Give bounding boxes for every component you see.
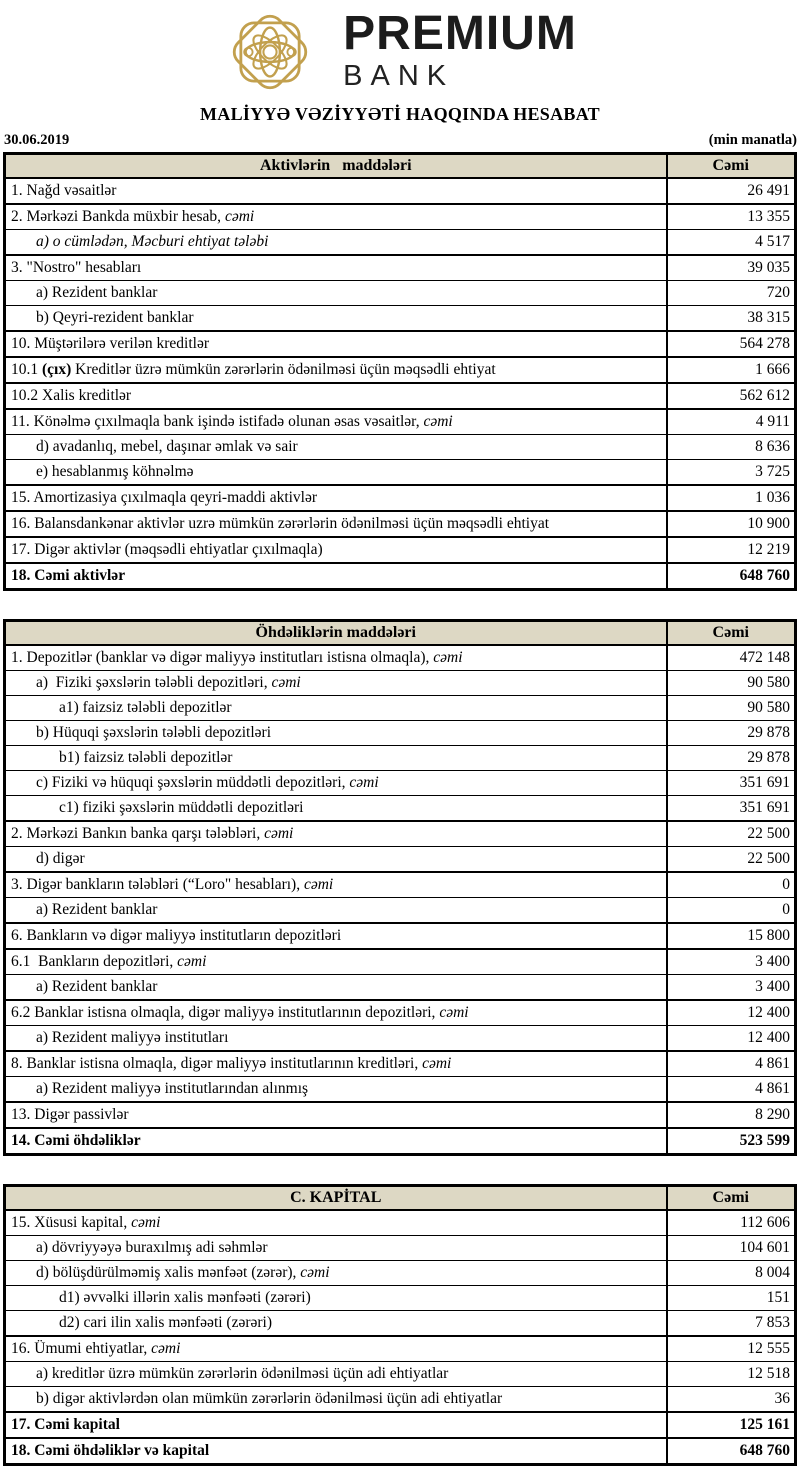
table-row bbox=[5, 511, 796, 537]
row-label: 15. Amortizasiya çıxılmaqla qeyri-maddi aktivlər bbox=[5, 485, 667, 511]
row-value: 104 601 bbox=[667, 1236, 796, 1261]
row-label: 14. Cəmi öhdəliklər bbox=[5, 1128, 667, 1155]
liabilities-table bbox=[3, 619, 797, 1156]
bank-logo bbox=[0, 0, 800, 100]
row-label: a) Rezident banklar bbox=[5, 975, 667, 1001]
row-label: 10.2 Xalis kreditlər bbox=[5, 383, 667, 409]
table-row bbox=[5, 696, 796, 721]
row-label: a) Rezident banklar bbox=[5, 281, 667, 306]
row-value: 8 004 bbox=[667, 1261, 796, 1286]
table-row bbox=[5, 563, 796, 590]
row-value: 112 606 bbox=[667, 1210, 796, 1236]
table-row bbox=[5, 383, 796, 409]
table-row bbox=[5, 975, 796, 1001]
row-label: c1) fiziki şəxslərin müddətli depozitləri bbox=[5, 796, 667, 822]
table-row bbox=[5, 1026, 796, 1052]
row-value: 648 760 bbox=[667, 1438, 796, 1465]
row-value: 562 612 bbox=[667, 383, 796, 409]
row-value: 12 400 bbox=[667, 1026, 796, 1052]
row-label: 17. Cəmi kapital bbox=[5, 1412, 667, 1438]
row-label: 11. Könəlmə çıxılmaqla bank işində istifadə olunan əsas vəsaitlər, cəmi bbox=[5, 409, 667, 435]
table-row bbox=[5, 460, 796, 486]
row-value: 12 555 bbox=[667, 1336, 796, 1362]
table-row bbox=[5, 746, 796, 771]
row-label: 18. Cəmi öhdəliklər və kapital bbox=[5, 1438, 667, 1465]
row-value: 4 861 bbox=[667, 1051, 796, 1077]
row-label: b) digər aktivlərdən olan mümkün zərərlərin ödənilməsi üçün adi ehtiyatlar bbox=[5, 1387, 667, 1413]
table-row bbox=[5, 230, 796, 256]
assets-table bbox=[3, 152, 797, 591]
row-label: 6. Bankların və digər maliyyə institutların depozitləri bbox=[5, 923, 667, 949]
row-label: 2. Mərkəzi Bankda müxbir hesab, cəmi bbox=[5, 204, 667, 230]
brand-wordmark bbox=[343, 7, 577, 93]
row-label: a) kreditlər üzrə mümkün zərərlərin ödənilməsi üçün adi ehtiyatlar bbox=[5, 1362, 667, 1387]
meta-row bbox=[0, 132, 800, 152]
row-label: d1) əvvəlki illərin xalis mənfəəti (zərəri) bbox=[5, 1286, 667, 1311]
table-row bbox=[5, 485, 796, 511]
table-row bbox=[5, 1077, 796, 1103]
row-value: 564 278 bbox=[667, 331, 796, 357]
row-label: b1) faizsiz tələbli depozitlər bbox=[5, 746, 667, 771]
row-label: a) o cümlədən, Məcburi ehtiyat tələbi bbox=[5, 230, 667, 256]
row-value: 13 355 bbox=[667, 204, 796, 230]
table-row bbox=[5, 721, 796, 746]
row-value: 12 518 bbox=[667, 1362, 796, 1387]
row-value: 29 878 bbox=[667, 721, 796, 746]
row-value: 8 290 bbox=[667, 1102, 796, 1128]
row-value: 1 666 bbox=[667, 357, 796, 383]
table-header-row bbox=[5, 621, 796, 646]
row-value: 4 911 bbox=[667, 409, 796, 435]
table-row bbox=[5, 1102, 796, 1128]
row-label: d) avadanlıq, mebel, daşınar əmlak və sair bbox=[5, 435, 667, 460]
row-value: 22 500 bbox=[667, 821, 796, 847]
row-value: 351 691 bbox=[667, 771, 796, 796]
table-header-value: Cəmi bbox=[667, 154, 796, 179]
table-row bbox=[5, 796, 796, 822]
row-value: 648 760 bbox=[667, 563, 796, 590]
table-row bbox=[5, 923, 796, 949]
brand-name: PREMIUM bbox=[343, 7, 577, 61]
row-label: 15. Xüsusi kapital, cəmi bbox=[5, 1210, 667, 1236]
knot-emblem-icon bbox=[223, 5, 317, 99]
table-row bbox=[5, 1286, 796, 1311]
row-value: 720 bbox=[667, 281, 796, 306]
table-row bbox=[5, 1412, 796, 1438]
row-label: 3. "Nostro" hesabları bbox=[5, 255, 667, 281]
row-label: d2) cari ilin xalis mənfəəti (zərəri) bbox=[5, 1311, 667, 1337]
row-label: a) Rezident maliyyə institutlarından alınmış bbox=[5, 1077, 667, 1103]
table-row bbox=[5, 1236, 796, 1261]
brand-subtitle: BANK bbox=[343, 59, 455, 92]
table-row bbox=[5, 1261, 796, 1286]
table-row bbox=[5, 1311, 796, 1337]
row-label: a) Rezident banklar bbox=[5, 898, 667, 924]
table-header-row bbox=[5, 1186, 796, 1211]
table-row bbox=[5, 898, 796, 924]
row-label: a) Rezident maliyyə institutları bbox=[5, 1026, 667, 1052]
row-label: a1) faizsiz tələbli depozitlər bbox=[5, 696, 667, 721]
row-label: 3. Digər bankların tələbləri (“Loro" hesabları), cəmi bbox=[5, 872, 667, 898]
table-row bbox=[5, 1438, 796, 1465]
row-value: 0 bbox=[667, 898, 796, 924]
table-row bbox=[5, 1362, 796, 1387]
row-label: 13. Digər passivlər bbox=[5, 1102, 667, 1128]
row-label: a) dövriyyəyə buraxılmış adi səhmlər bbox=[5, 1236, 667, 1261]
unit-note: (min manatla) bbox=[708, 132, 797, 148]
table-row bbox=[5, 1051, 796, 1077]
row-value: 15 800 bbox=[667, 923, 796, 949]
table-header-row bbox=[5, 154, 796, 179]
table-header-value: Cəmi bbox=[667, 621, 796, 646]
row-label: b) Hüquqi şəxslərin tələbli depozitləri bbox=[5, 721, 667, 746]
row-value: 12 219 bbox=[667, 537, 796, 563]
row-label: d) bölüşdürülməmiş xalis mənfəət (zərər), cəmi bbox=[5, 1261, 667, 1286]
row-label: 16. Ümumi ehtiyatlar, cəmi bbox=[5, 1336, 667, 1362]
row-label: 16. Balansdankənar aktivlər uzrə mümkün zərərlərin ödənilməsi üçün məqsədli ehtiyat bbox=[5, 511, 667, 537]
row-value: 90 580 bbox=[667, 696, 796, 721]
row-value: 151 bbox=[667, 1286, 796, 1311]
row-label: 6.1 Bankların depozitləri, cəmi bbox=[5, 949, 667, 975]
row-label: e) hesablanmış köhnəlmə bbox=[5, 460, 667, 486]
row-value: 3 400 bbox=[667, 975, 796, 1001]
row-value: 351 691 bbox=[667, 796, 796, 822]
row-label: 6.2 Banklar istisna olmaqla, digər maliyyə institutlarının depozitləri, cəmi bbox=[5, 1000, 667, 1026]
capital-table bbox=[3, 1184, 797, 1466]
row-label: a) Fiziki şəxslərin tələbli depozitləri, cəmi bbox=[5, 671, 667, 696]
table-row bbox=[5, 204, 796, 230]
row-value: 26 491 bbox=[667, 178, 796, 204]
table-header-value: Cəmi bbox=[667, 1186, 796, 1211]
table-row bbox=[5, 821, 796, 847]
table-row bbox=[5, 357, 796, 383]
row-value: 22 500 bbox=[667, 847, 796, 873]
table-row bbox=[5, 306, 796, 332]
table-header-label: C. KAPİTAL bbox=[5, 1186, 667, 1211]
table-header-label: Öhdəliklərin maddələri bbox=[5, 621, 667, 646]
row-value: 4 861 bbox=[667, 1077, 796, 1103]
row-value: 125 161 bbox=[667, 1412, 796, 1438]
table-row bbox=[5, 847, 796, 873]
table-row bbox=[5, 409, 796, 435]
table-row bbox=[5, 1210, 796, 1236]
table-row bbox=[5, 435, 796, 460]
table-row bbox=[5, 178, 796, 204]
row-label: c) Fiziki və hüquqi şəxslərin müddətli depozitləri, cəmi bbox=[5, 771, 667, 796]
table-row bbox=[5, 771, 796, 796]
row-label: 8. Banklar istisna olmaqla, digər maliyyə institutlarının kreditləri, cəmi bbox=[5, 1051, 667, 1077]
table-row bbox=[5, 1000, 796, 1026]
row-label: 2. Mərkəzi Bankın banka qarşı tələbləri, cəmi bbox=[5, 821, 667, 847]
table-row bbox=[5, 1128, 796, 1155]
report-date: 30.06.2019 bbox=[4, 132, 70, 148]
row-value: 29 878 bbox=[667, 746, 796, 771]
table-row bbox=[5, 1387, 796, 1413]
row-value: 39 035 bbox=[667, 255, 796, 281]
table-row bbox=[5, 255, 796, 281]
row-value: 1 036 bbox=[667, 485, 796, 511]
table-row bbox=[5, 645, 796, 671]
row-label: 18. Cəmi aktivlər bbox=[5, 563, 667, 590]
table-row bbox=[5, 537, 796, 563]
row-value: 38 315 bbox=[667, 306, 796, 332]
row-value: 0 bbox=[667, 872, 796, 898]
table-row bbox=[5, 872, 796, 898]
row-value: 4 517 bbox=[667, 230, 796, 256]
row-value: 472 148 bbox=[667, 645, 796, 671]
row-value: 90 580 bbox=[667, 671, 796, 696]
table-row bbox=[5, 671, 796, 696]
row-value: 3 725 bbox=[667, 460, 796, 486]
row-value: 10 900 bbox=[667, 511, 796, 537]
row-label: 10.1 (çıx) Kreditlər üzrə mümkün zərərlərin ödənilməsi üçün məqsədli ehtiyat bbox=[5, 357, 667, 383]
row-label: 1. Nağd vəsaitlər bbox=[5, 178, 667, 204]
table-row bbox=[5, 331, 796, 357]
table-row bbox=[5, 949, 796, 975]
row-value: 7 853 bbox=[667, 1311, 796, 1337]
page-title: MALİYYƏ VƏZİYYƏTİ HAQQINDA HESABAT bbox=[200, 104, 600, 124]
row-value: 36 bbox=[667, 1387, 796, 1413]
row-value: 12 400 bbox=[667, 1000, 796, 1026]
row-label: d) digər bbox=[5, 847, 667, 873]
row-label: 1. Depozitlər (banklar və digər maliyyə institutları istisna olmaqla), cəmi bbox=[5, 645, 667, 671]
table-row bbox=[5, 1336, 796, 1362]
table-header-label: Aktivlərin maddələri bbox=[5, 154, 667, 179]
row-label: 17. Digər aktivlər (məqsədli ehtiyatlar çıxılmaqla) bbox=[5, 537, 667, 563]
table-row bbox=[5, 281, 796, 306]
row-label: 10. Müştərilərə verilən kreditlər bbox=[5, 331, 667, 357]
row-label: b) Qeyri-rezident banklar bbox=[5, 306, 667, 332]
row-value: 3 400 bbox=[667, 949, 796, 975]
row-value: 8 636 bbox=[667, 435, 796, 460]
row-value: 523 599 bbox=[667, 1128, 796, 1155]
